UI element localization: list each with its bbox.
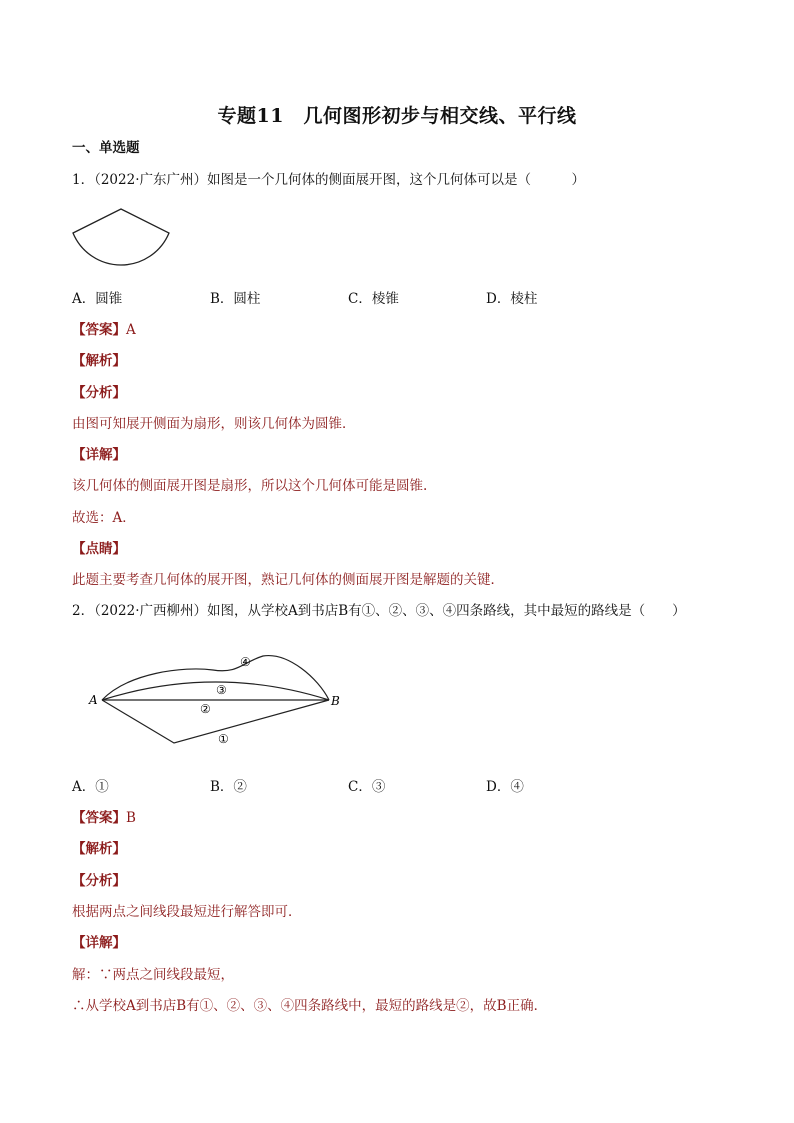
q2-option-b: B．② bbox=[210, 779, 247, 795]
q2-jiexi-label: 【解析】 bbox=[72, 841, 126, 857]
sector-shape bbox=[73, 209, 169, 265]
q2-option-c: C．③ bbox=[348, 779, 386, 795]
route-1-path bbox=[102, 700, 329, 743]
question-2-stem: 2．（2022·广西柳州）如图，从学校A到书店B有①、②、③、④四条路线，其中最短的路线是（ ） bbox=[72, 603, 686, 619]
route-2-label: ② bbox=[200, 702, 211, 716]
q2-fenxi-text: 根据两点之间线段最短进行解答即可． bbox=[72, 904, 302, 920]
q1-option-d: D．棱柱 bbox=[486, 291, 538, 307]
point-b-label: B bbox=[331, 694, 340, 708]
q2-xiangjie-text-2: ∴从学校A到书店B有①、②、③、④四条路线中，最短的路线是②，故B正确． bbox=[72, 998, 548, 1014]
q2-option-d: D．④ bbox=[486, 779, 524, 795]
routes-figure bbox=[88, 648, 348, 748]
q2-xiangjie-text-1: 解：∵两点之间线段最短， bbox=[72, 967, 234, 983]
q1-answer-value: A bbox=[126, 322, 136, 338]
q1-dianjing-label: 【点睛】 bbox=[72, 541, 126, 557]
q1-jiexi-label: 【解析】 bbox=[72, 353, 126, 369]
q1-xiangjie-text: 该几何体的侧面展开图是扇形，所以这个几何体可能是圆锥. bbox=[72, 478, 428, 494]
page-title: 专题11 几何图形初步与相交线、平行线 bbox=[217, 105, 577, 127]
q1-option-b: B．圆柱 bbox=[210, 291, 261, 307]
question-1-stem: 1．（2022·广东广州）如图是一个几何体的侧面展开图，这个几何体可以是（ ） bbox=[72, 172, 585, 188]
q2-answer bbox=[72, 809, 136, 827]
sector-figure bbox=[70, 206, 174, 270]
route-1-label: ① bbox=[218, 732, 229, 746]
q1-option-c: C．棱锥 bbox=[348, 291, 399, 307]
route-4-label: ④ bbox=[240, 655, 251, 669]
q1-answer-label: 【答案】 bbox=[72, 322, 126, 338]
section-heading: 一、单选题 bbox=[72, 140, 140, 156]
q1-xiangjie-label: 【详解】 bbox=[72, 447, 126, 463]
route-3-label: ③ bbox=[216, 683, 227, 697]
q2-answer-value: B bbox=[126, 810, 136, 826]
q2-answer-label: 【答案】 bbox=[72, 810, 126, 826]
q1-choose-text: 故选：A． bbox=[72, 510, 136, 526]
point-a-label: A bbox=[89, 693, 98, 707]
q1-fenxi-text: 由图可知展开侧面为扇形，则该几何体为圆锥． bbox=[72, 416, 356, 432]
q1-answer bbox=[72, 321, 136, 339]
q1-dianjing-text: 此题主要考查几何体的展开图，熟记几何体的侧面展开图是解题的关键． bbox=[72, 572, 504, 588]
q1-option-a: A．圆锥 bbox=[72, 291, 123, 307]
q1-fenxi-label: 【分析】 bbox=[72, 385, 126, 401]
q2-option-a: A．① bbox=[72, 779, 109, 795]
q2-fenxi-label: 【分析】 bbox=[72, 873, 126, 889]
q2-xiangjie-label: 【详解】 bbox=[72, 935, 126, 951]
